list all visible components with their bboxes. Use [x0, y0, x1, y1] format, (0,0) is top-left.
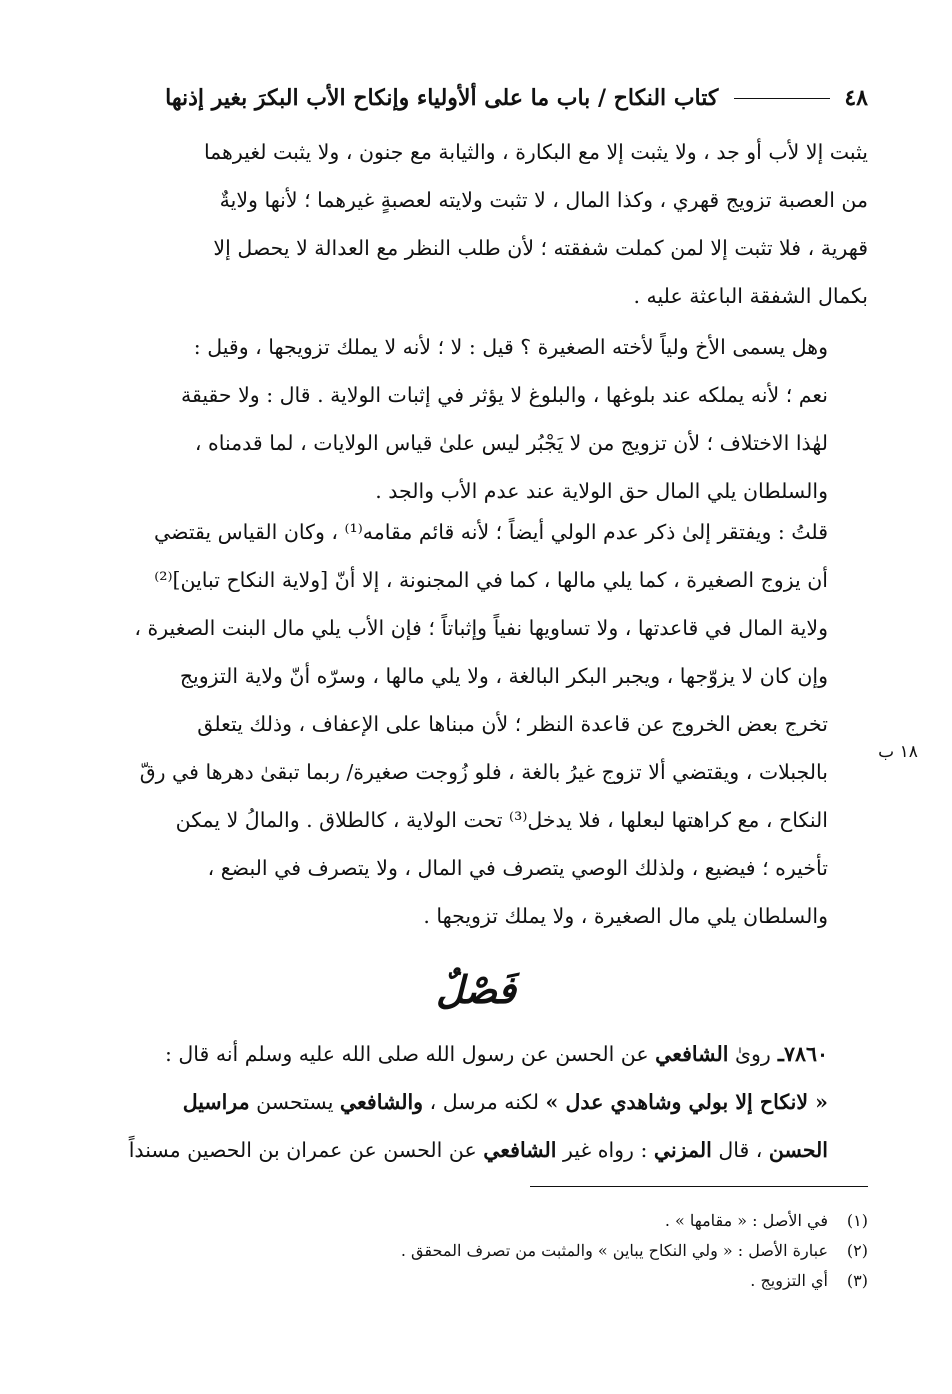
- bold-term: مراسيل: [182, 1090, 250, 1114]
- text-line: نعم ؛ لأنه يملكه عند بلوغها ، والبلوغ لا يؤثر في إثبات الولاية . قال : ولا حقيقة: [181, 383, 828, 407]
- manuscript-folio-note: ١٨ ب: [878, 742, 918, 762]
- footnote-text: عبارة الأصل : « ولي النكاح يباين » والمثبت من تصرف المحقق .: [400, 1241, 828, 1260]
- text-line: قهرية ، فلا تثبت إلا لمن كملت شفقته ؛ لأن طلب النظر مع العدالة لا يحصل إلا: [213, 236, 868, 260]
- text-line: النكاح ، مع كراهتها لبعلها ، فلا يدخل⁽³⁾ تحت الولاية ، كالطلاق . والمالُ لا يمكن: [175, 808, 828, 832]
- footnote: [300, 1266, 868, 1296]
- text-line: والسلطان يلي مال الصغيرة ، ولا يملك تزويجها .: [423, 904, 828, 928]
- text-line: بكمال الشفقة الباعثة عليه .: [633, 284, 868, 308]
- text-line: تأخيره ؛ فيضيع ، ولذلك الوصي يتصرف في المال ، ولا يتصرف في البضع ،: [207, 856, 828, 880]
- footnote-number: (١): [846, 1211, 868, 1230]
- text-line: [86, 1030, 868, 1078]
- paragraph-1: [86, 128, 868, 320]
- text-line: بالجبلات ، ويقتضي ألا تزوج غيرُ بالغة ، فلو زُوجت صغيرة/ ربما تبقىٰ دهرها في رقّ: [139, 760, 828, 784]
- running-header: [88, 78, 868, 118]
- text-line: لهٰذا الاختلاف ؛ لأن تزويج من لا يَجْبُر ليس علىٰ قياس الولايات ، لما قدمناه ،: [194, 431, 828, 455]
- text-line: [86, 1078, 868, 1126]
- text-run: : رواه غير: [556, 1138, 654, 1162]
- text-run: عن الحسن عن عمران بن الحصين مسنداً: [128, 1138, 484, 1162]
- header-rule: [734, 98, 830, 99]
- page-number: ٤٨: [844, 85, 868, 111]
- footnote-text: في الأصل : « مقامها » .: [664, 1211, 828, 1230]
- text-run: لكنه مرسل ،: [423, 1090, 546, 1114]
- narrator-name: الحسن: [768, 1138, 828, 1162]
- text-line: تخرج بعض الخروج عن قاعدة النظر ؛ لأن مبناها على الإعفاف ، وذلك يتعلق: [197, 712, 828, 736]
- narrator-name: الشافعي: [483, 1138, 557, 1162]
- text-line: ولاية المال في قاعدتها ، ولا تساويها نفياً وإثباتاً ؛ فإن الأب يلي مال البنت الصغيرة ،: [134, 616, 828, 640]
- paragraph-3: [86, 508, 868, 940]
- text-line: يثبت إلا لأب أو جد ، ولا يثبت إلا مع البكارة ، والثيابة مع جنون ، ولا يثبت لغيرهما: [203, 140, 868, 164]
- narrator-name: والشافعي: [339, 1090, 424, 1114]
- header-title: كتاب النكاح / باب ما على ألأولياء وإنكاح الأب البكرَ بغير إذنها: [165, 85, 719, 111]
- hadith-number: ٧٨٦٠ـ: [770, 1042, 828, 1066]
- footnote-separator: [530, 1186, 868, 1187]
- text-line: والسلطان يلي المال حق الولاية عند عدم الأب والجد .: [375, 479, 828, 503]
- footnotes: [300, 1206, 868, 1296]
- text-run: يستحسن: [249, 1090, 340, 1114]
- text-line: وهل يسمى الأخ ولياً لأخته الصغيرة ؟ قيل : لا ؛ لأنه لا يملك تزويجها ، وقيل :: [193, 335, 828, 359]
- footnote-number: (٣): [846, 1271, 868, 1290]
- footnote-number: (٢): [846, 1241, 868, 1260]
- text-run: ، قال: [711, 1138, 769, 1162]
- section-heading-fasl: فَصْلٌ: [436, 967, 516, 1012]
- narrator-name: الشافعي: [655, 1042, 729, 1066]
- text-line: أن يزوج الصغيرة ، كما يلي مالها ، كما في المجنونة ، إلا أنّ [ولاية النكاح تباين]⁽²⁾: [154, 568, 828, 592]
- footnote-text: أي التزويج .: [750, 1271, 828, 1290]
- footnote: [300, 1206, 868, 1236]
- hadith-paragraph: [86, 1030, 868, 1174]
- text-line: قلتُ : ويفتقر إلىٰ ذكر عدم الولي أيضاً ؛ لأنه قائم مقامه⁽¹⁾ ، وكان القياس يقتضي: [153, 520, 828, 544]
- text-line: [86, 1126, 868, 1174]
- footnote: [300, 1236, 868, 1266]
- text-run: روىٰ: [728, 1042, 771, 1066]
- text-run: عن الحسن عن رسول الله صلى الله عليه وسلم أنه قال :: [164, 1042, 656, 1066]
- hadith-quote: « لانكاح إلا بولي وشاهدي عدل »: [545, 1090, 828, 1114]
- text-line: من العصبة تزويج قهري ، وكذا المال ، لا تثبت ولايته لعصبةٍ غيرهما ؛ لأنها ولايةٌ: [219, 188, 868, 212]
- narrator-name: المزني: [653, 1138, 712, 1162]
- paragraph-2: [86, 323, 868, 515]
- text-line: وإن كان لا يزوّجها ، ويجبر البكر البالغة ، ولا يلي مالها ، وسرّه أنّ ولاية التزويج: [179, 664, 828, 688]
